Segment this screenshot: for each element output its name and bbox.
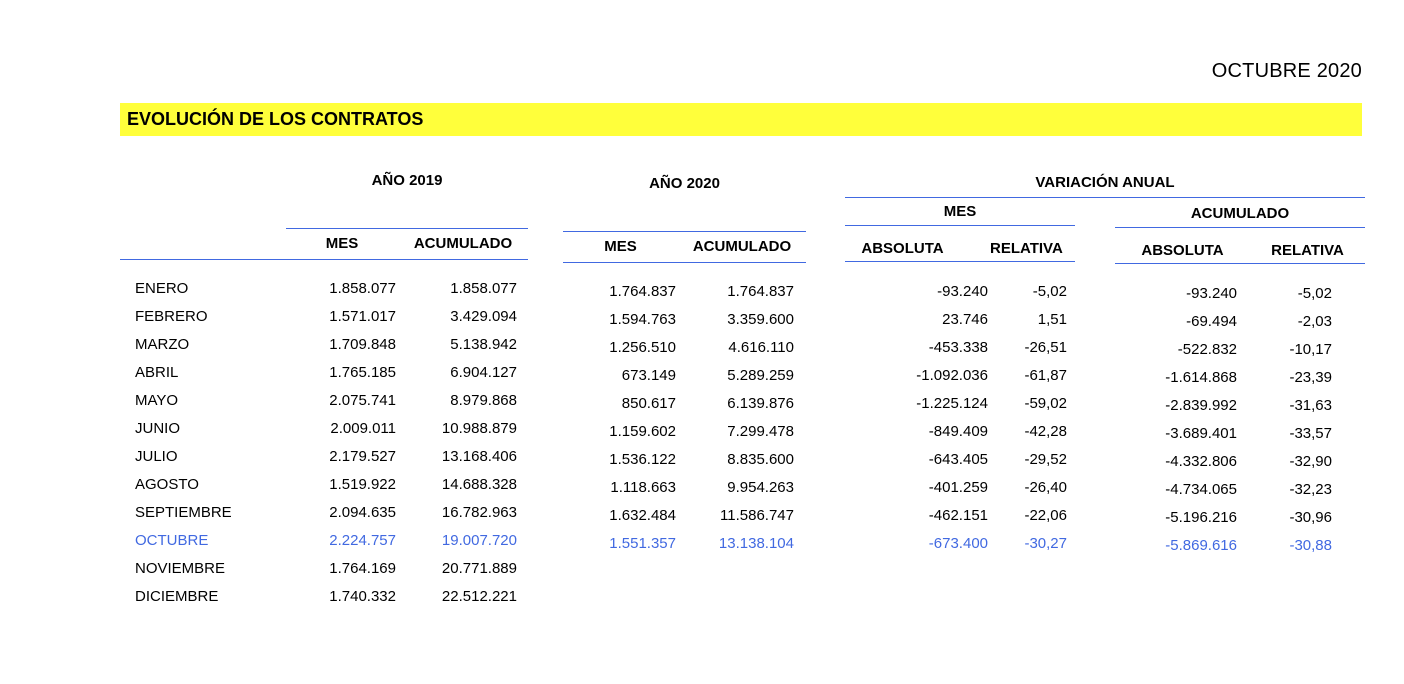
table-row [120,471,528,499]
cell-var-mes-absoluta: -673.400 [928,534,988,552]
table-row [120,527,528,555]
cell-var-mes-absoluta: -93.240 [937,282,988,300]
table-row [1115,531,1365,559]
cell-month: ABRIL [135,364,179,381]
table-row [120,555,528,583]
rows-var-acumulado [1115,264,1365,559]
cell-month: OCTUBRE [135,532,209,549]
cell-2019-acumulado: 3.429.094 [450,308,517,325]
cell-2020-mes: 1.118.663 [610,479,676,496]
table-row [120,331,528,359]
table-row [1115,503,1365,531]
table-row [563,474,806,502]
table-row [845,529,1075,557]
colhead-var-mes-absoluta: ABSOLUTA [861,240,944,257]
table-row [1115,335,1365,363]
table-row [120,499,528,527]
table-row [563,334,806,362]
cell-var-mes-relativa: -59,02 [1024,394,1067,412]
cell-var-acum-absoluta: -5.196.216 [1165,508,1237,526]
cell-var-acum-relativa: -2,03 [1297,312,1332,330]
cell-var-mes-relativa: -26,51 [1024,338,1067,356]
cell-2020-mes: 1.594.763 [609,311,676,328]
cell-var-mes-absoluta: -1.092.036 [916,366,988,384]
rows-var-mes [845,262,1075,557]
variacion-acumulado-group [1115,200,1365,559]
table-row [120,303,528,331]
cell-var-acum-relativa: -32,90 [1289,452,1332,470]
section-variacion [845,170,1365,557]
table-row [845,445,1075,473]
subgroup-title-var-acumulado: ACUMULADO [1115,200,1365,228]
cell-var-mes-absoluta: -849.409 [928,422,988,440]
cell-month: MARZO [135,336,190,353]
cell-var-acum-relativa: -30,88 [1289,536,1332,554]
table-row [1115,419,1365,447]
subheader-2019 [120,228,528,260]
cell-2020-acumulado: 9.954.263 [727,479,794,496]
cell-2020-mes: 1.256.510 [609,339,676,356]
cell-2019-mes: 1.858.077 [329,280,396,297]
table-row [845,277,1075,305]
subheader-var-mes [845,226,1075,262]
cell-var-mes-relativa: -42,28 [1024,422,1067,440]
table-row [563,446,806,474]
cell-var-mes-relativa: -61,87 [1024,366,1067,384]
table-row [845,361,1075,389]
cell-month: DICIEMBRE [135,588,219,605]
cell-2019-acumulado: 19.007.720 [441,532,517,549]
subheader-var-acumulado [1115,228,1365,264]
cell-var-mes-relativa: -26,40 [1024,478,1067,496]
colhead-var-mes-relativa: RELATIVA [990,240,1063,257]
table-row [563,502,806,530]
table-row [563,306,806,334]
colhead-2020-mes: MES [604,238,637,256]
report-date: OCTUBRE 2020 [1211,60,1362,82]
cell-2020-acumulado: 8.835.600 [727,451,794,468]
table-row [563,390,806,418]
banner-title: EVOLUCIÓN DE LOS CONTRATOS [127,109,424,129]
table-row [563,418,806,446]
table-row [120,583,528,611]
cell-2020-mes: 850.617 [621,395,676,412]
cell-2019-acumulado: 5.138.942 [450,336,517,353]
table-row [1115,363,1365,391]
cell-var-acum-relativa: -5,02 [1297,284,1332,302]
cell-2020-acumulado: 3.359.600 [727,311,794,328]
group-title-2020: AÑO 2020 [649,175,720,192]
cell-2019-mes: 1.519.922 [329,476,396,493]
cell-2019-mes: 1.571.017 [329,308,396,325]
cell-2019-acumulado: 20.771.889 [441,560,517,577]
cell-month: MAYO [135,392,179,409]
cell-var-acum-absoluta: -2.839.992 [1165,396,1237,414]
table-row [1115,307,1365,335]
cell-var-acum-relativa: -31,63 [1289,396,1332,414]
cell-2020-mes: 1.551.357 [609,535,676,552]
month-column-spacer [120,228,286,259]
cell-var-acum-relativa: -30,96 [1289,508,1332,526]
cell-2019-acumulado: 22.512.221 [441,588,517,605]
cell-2019-acumulado: 8.979.868 [450,392,517,409]
cell-var-mes-absoluta: -401.259 [928,478,988,496]
variacion-mes-group [845,198,1075,557]
table-row [563,362,806,390]
cell-var-mes-relativa: 1,51 [1037,310,1067,328]
cell-2019-acumulado: 14.688.328 [441,476,517,493]
cell-month: SEPTIEMBRE [135,504,232,521]
table-row [845,501,1075,529]
table-row [563,530,806,558]
rows-2019 [120,260,528,611]
table-row [845,333,1075,361]
colhead-2019-acumulado: ACUMULADO [413,235,513,253]
cell-2020-acumulado: 1.764.837 [727,283,794,300]
cell-2019-mes: 2.075.741 [329,392,396,409]
rows-2020 [563,263,806,558]
cell-var-mes-absoluta: 23.746 [942,310,988,328]
cell-2019-mes: 1.709.848 [329,336,396,353]
table-row [120,415,528,443]
cell-2020-acumulado: 4.616.110 [728,339,794,356]
cell-var-acum-absoluta: -4.734.065 [1165,480,1237,498]
cell-var-acum-absoluta: -4.332.806 [1165,452,1237,470]
section-2020 [563,173,806,558]
cell-2019-mes: 2.224.757 [329,532,396,549]
cell-2019-acumulado: 10.988.879 [441,420,517,437]
cell-var-mes-absoluta: -643.405 [928,450,988,468]
cell-var-mes-relativa: -29,52 [1024,450,1067,468]
cell-month: JULIO [135,448,178,465]
cell-month: ENERO [135,280,189,297]
cell-var-mes-relativa: -30,27 [1024,534,1067,552]
cell-2020-acumulado: 11.586.747 [720,507,794,524]
cell-2020-mes: 1.159.602 [609,423,676,440]
cell-var-mes-absoluta: -1.225.124 [916,394,988,412]
table-row [845,417,1075,445]
cell-var-acum-relativa: -32,23 [1289,480,1332,498]
table-row [845,305,1075,333]
cell-var-mes-absoluta: -453.338 [928,338,988,356]
cell-var-acum-absoluta: -5.869.616 [1165,536,1237,554]
cell-var-mes-relativa: -22,06 [1024,506,1067,524]
colhead-2019-mes: MES [325,235,359,253]
cell-2019-acumulado: 6.904.127 [450,364,517,381]
subheader-2020 [563,231,806,263]
table-row [1115,447,1365,475]
cell-2020-mes: 1.536.122 [609,451,676,468]
cell-2020-mes: 673.149 [621,367,676,384]
section-2019 [120,170,528,611]
cell-month: JUNIO [135,420,180,437]
colhead-var-acum-absoluta: ABSOLUTA [1141,242,1224,259]
table-row [845,389,1075,417]
cell-var-acum-relativa: -10,17 [1289,340,1332,358]
colhead-2020-acumulado: ACUMULADO [692,238,792,256]
cell-2019-mes: 1.740.332 [329,588,396,605]
group-title-2019: AÑO 2019 [371,172,443,189]
subgroup-title-var-mes: MES [845,198,1075,226]
cell-var-acum-absoluta: -93.240 [1186,284,1237,302]
cell-2019-mes: 1.765.185 [329,364,396,381]
cell-2019-mes: 2.009.011 [330,420,396,437]
table-row [120,443,528,471]
cell-var-mes-absoluta: -462.151 [928,506,988,524]
cell-2019-acumulado: 13.168.406 [441,448,517,465]
cell-var-acum-relativa: -33,57 [1289,424,1332,442]
cell-2020-mes: 1.764.837 [609,283,676,300]
cell-month: FEBRERO [135,308,208,325]
table-row [120,387,528,415]
table-row [1115,391,1365,419]
cell-2019-acumulado: 16.782.963 [441,504,517,521]
cell-month: AGOSTO [135,476,199,493]
cell-2019-mes: 2.094.635 [329,504,396,521]
cell-2020-acumulado: 7.299.478 [727,423,794,440]
contracts-table [120,170,1365,611]
table-row [120,359,528,387]
cell-2020-acumulado: 5.289.259 [727,367,794,384]
cell-2019-mes: 1.764.169 [329,560,396,577]
cell-2020-acumulado: 13.138.104 [718,535,794,552]
table-row [845,473,1075,501]
cell-var-acum-relativa: -23,39 [1289,368,1332,386]
cell-month: NOVIEMBRE [135,560,226,577]
table-row [1115,475,1365,503]
cell-var-acum-absoluta: -69.494 [1186,312,1237,330]
banner [120,103,1362,136]
table-row [563,278,806,306]
colhead-var-acum-relativa: RELATIVA [1271,242,1344,259]
cell-var-mes-relativa: -5,02 [1032,282,1067,300]
table-row [1115,279,1365,307]
cell-2019-mes: 2.179.527 [329,448,396,465]
cell-2020-acumulado: 6.139.876 [727,395,794,412]
cell-2020-mes: 1.632.484 [609,507,676,524]
table-row [120,275,528,303]
cell-var-acum-absoluta: -3.689.401 [1165,424,1237,442]
cell-var-acum-absoluta: -522.832 [1177,340,1237,358]
cell-var-acum-absoluta: -1.614.868 [1165,368,1237,386]
group-title-variacion: VARIACIÓN ANUAL [845,170,1365,198]
cell-2019-acumulado: 1.858.077 [450,280,517,297]
